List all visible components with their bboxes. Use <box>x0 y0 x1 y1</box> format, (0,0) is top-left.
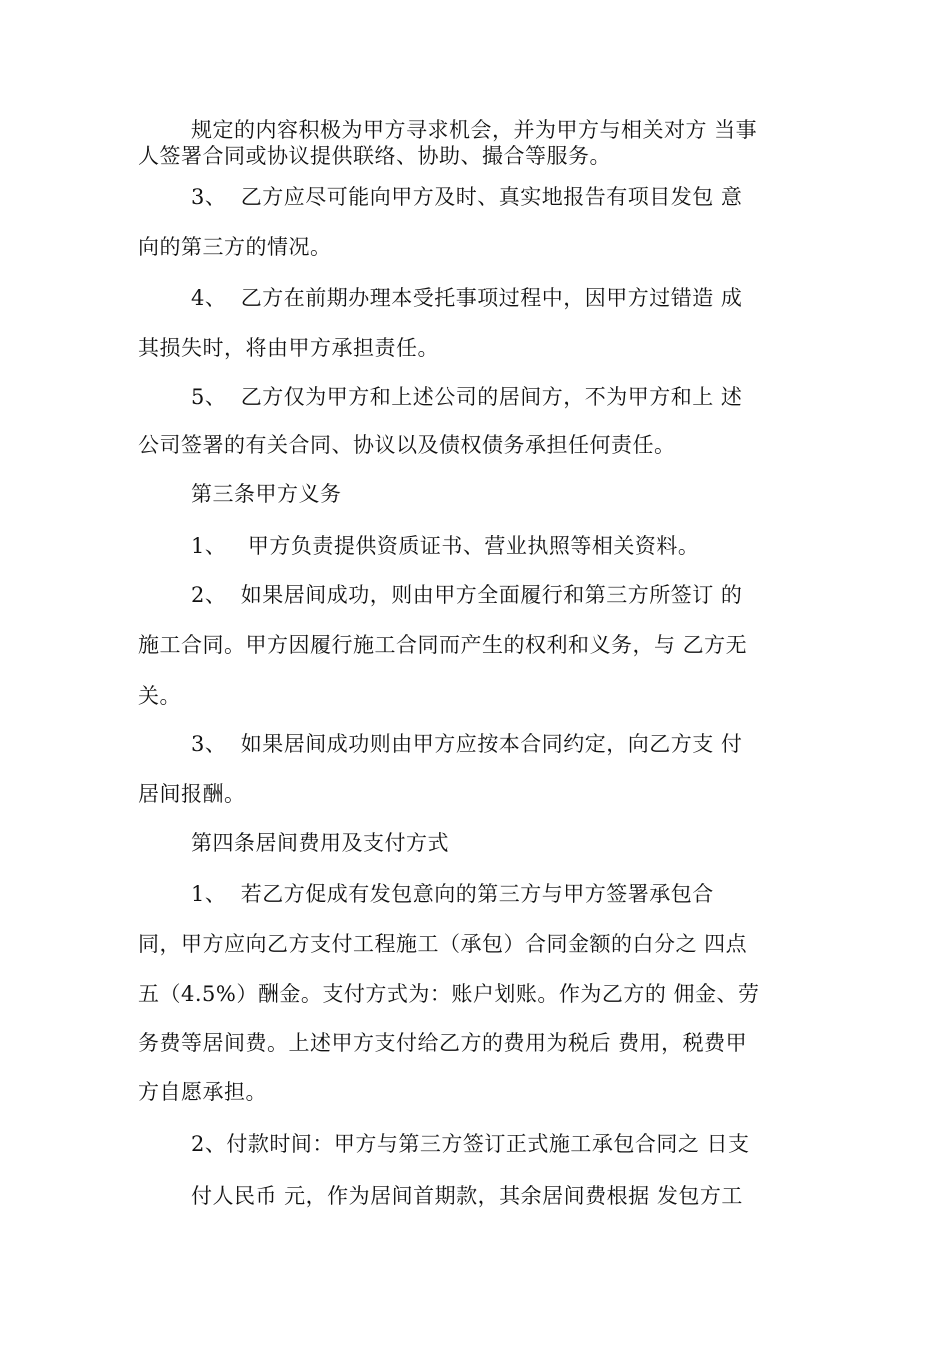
text-line: 人签署合同或协议提供联络、协助、撮合等服务。 <box>138 144 611 168</box>
text-line: 1、 若乙方促成有发包意向的第三方与甲方签署承包合 <box>191 882 714 906</box>
text-line: 1、 甲方负责提供资质证书、营业执照等相关资料。 <box>191 534 700 558</box>
text-line: 2、 如果居间成功，则由甲方全面履行和第三方所签订 的 <box>191 583 743 607</box>
text-line: 5、 乙方仅为甲方和上述公司的居间方，不为甲方和上 述 <box>191 385 743 409</box>
text-line: 五（4.5%）酬金。支付方式为：账户划账。作为乙方的 佣金、劳 <box>138 982 760 1006</box>
text-line: 关。 <box>138 684 181 708</box>
text-line: 2、付款时间：甲方与第三方签订正式施工承包合同之 日支 <box>191 1132 750 1156</box>
text-line: 规定的内容积极为甲方寻求机会，并为甲方与相关对方 当事 <box>191 118 758 142</box>
section-heading: 第四条居间费用及支付方式 <box>191 831 449 855</box>
text-line: 4、 乙方在前期办理本受托事项过程中，因甲方过错造 成 <box>191 286 743 310</box>
text-line: 务费等居间费。上述甲方支付给乙方的费用为税后 费用，税费甲 <box>138 1031 748 1055</box>
section-heading: 第三条甲方义务 <box>191 482 342 506</box>
text-line: 付人民币 元，作为居间首期款，其余居间费根据 发包方工 <box>191 1184 743 1208</box>
text-line: 3、 乙方应尽可能向甲方及时、真实地报告有项目发包 意 <box>191 185 743 209</box>
text-line: 向的第三方的情况。 <box>138 235 332 259</box>
text-line: 公司签署的有关合同、协议以及债权债务承担任何责任。 <box>138 433 676 457</box>
text-line: 同，甲方应向乙方支付工程施工（承包）合同金额的白分之 四点 <box>138 932 748 956</box>
text-line: 3、 如果居间成功则由甲方应按本合同约定，向乙方支 付 <box>191 732 743 756</box>
text-line: 居间报酬。 <box>138 782 246 806</box>
text-line: 施工合同。甲方因履行施工合同而产生的权利和义务，与 乙方无 <box>138 633 748 657</box>
text-line: 方自愿承担。 <box>138 1080 267 1104</box>
text-line: 其损失时，将由甲方承担责任。 <box>138 336 439 360</box>
